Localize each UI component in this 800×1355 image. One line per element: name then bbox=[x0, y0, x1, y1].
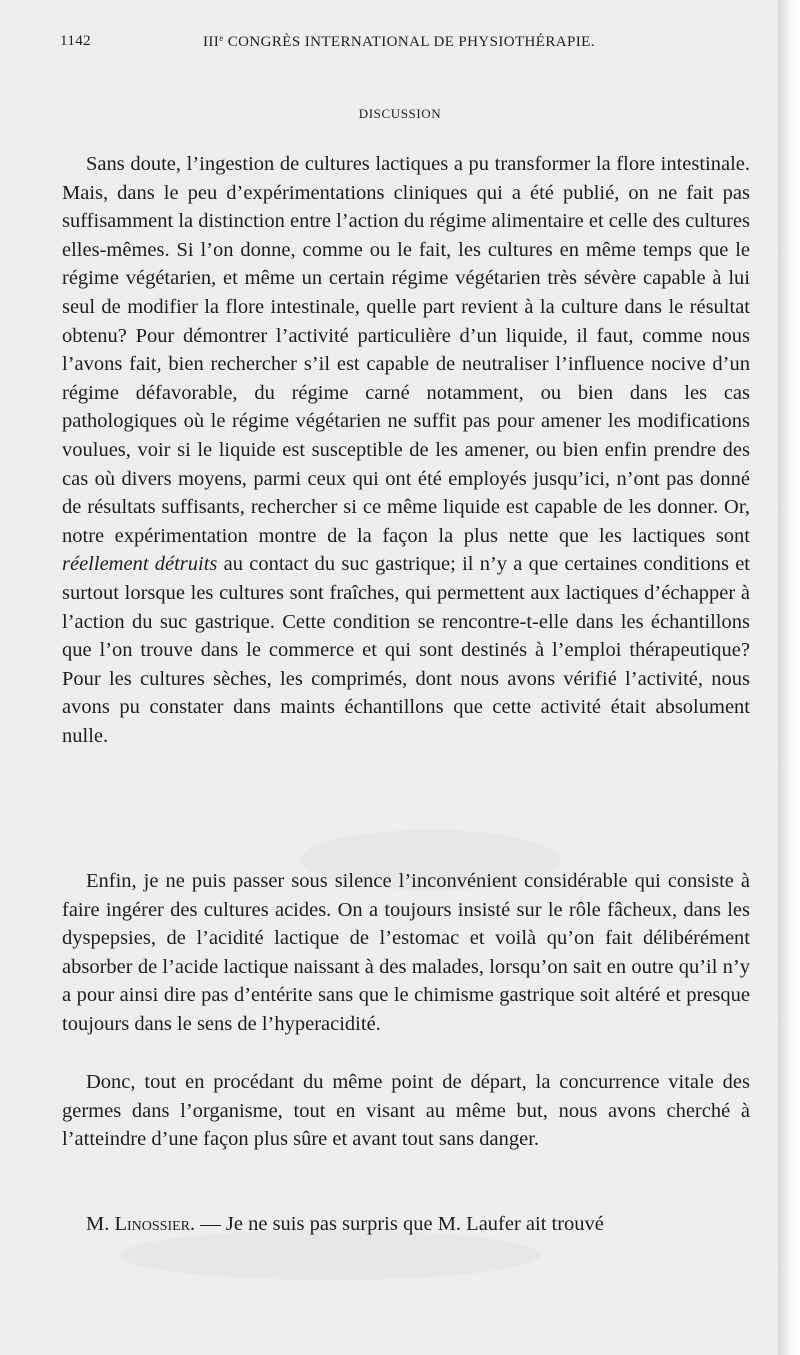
running-head bbox=[203, 33, 595, 51]
paragraph-3-text: Donc, tout en procédant du même point de départ, la concurrence vitale des germes dans l’organisme, tout en visant au même but, nous avons cherché à l’atteindre d’une façon plus sûre et avant tout sans danger. bbox=[62, 1071, 750, 1151]
page-number: 1142 bbox=[60, 33, 92, 49]
running-head-numeral: III bbox=[203, 34, 220, 50]
paragraph-1-emphasis: réellement détruits bbox=[62, 553, 218, 576]
running-head-title: CONGRÈS INTERNATIONAL DE PHYSIOTHÉRAPIE. bbox=[223, 34, 595, 50]
paragraph-2 bbox=[62, 867, 750, 1039]
paragraph-1-text-a: Sans doute, l’ingestion de cultures lactiques a pu transformer la flore intestinale. Mais, dans le peu d’expérimentations cliniques qui a été publié, on ne fait pas suffisamment la distinction entre l’action du régime alimentaire et celle des cultures elles-mêmes. Si l’on donne, comme ou le fait, les cultures en même temps que le régime végétarien, et même un certain régime végétarien très sévère capable à lui seul de modifier la flore intestinale, quelle part revient à la culture dans le résultat obtenu? Pour démontrer l’activité particulière d’un liquide, il faut, comme nous l’avons fait, bien rechercher s’il est capable de neutraliser l’influence nocive d’un régime défavorable, du régime carné notamment, ou bien dans les cas pathologiques où le régime végétarien ne suffit pas pour amener les modifications voulues, voir si le liquide est susceptible de les amener, ou bien enfin prendre des cas où divers moyens, parmi ceux qui ont été employés jusqu’ici, n’ont pas donné de résultats suffisants, rechercher si ce même liquide est capable de les donner. Or, notre expérimentation montre de la façon la plus nette que les lactiques sont bbox=[62, 153, 750, 547]
paragraph-3 bbox=[62, 1068, 750, 1154]
paragraph-4-text: — Je ne suis pas surpris que M. Laufer ait trouvé bbox=[195, 1213, 604, 1235]
running-head-superscript: e bbox=[219, 33, 224, 43]
speaker-name: M. Linossier. bbox=[86, 1213, 196, 1235]
paragraph-4 bbox=[62, 1210, 750, 1239]
page-edge bbox=[778, 0, 800, 1355]
paragraph-2-text: Enfin, je ne puis passer sous silence l’inconvénient considérable qui consiste à faire ingérer des cultures acides. On a toujours insisté sur le rôle fâcheux, dans les dyspepsies, de l’acidité lactique de l’estomac et voilà qu’on fait délibérément absorber de l’acide lactique naissant à des malades, lorsqu’on sait en outre qu’il n’y a pour ainsi dire pas d’entérite sans que le chimisme gastrique soit altéré et presque toujours dans le sens de l’hyperacidité. bbox=[62, 870, 750, 1035]
page-header bbox=[60, 33, 750, 55]
paragraph-1-text-b: au contact du suc gastrique; il n’y a que certaines conditions et surtout lorsque les cultures sont fraîches, qui permettent aux lactiques d’échapper à l’action du suc gastrique. Cette condition se rencontre-t-elle dans les échantillons que l’on trouve dans le commerce et qui sont destinés à l’emploi thérapeutique? Pour les cultures sèches, les comprimés, dont nous avons vérifié l’activité, nous avons pu constater dans maints échantillons que cette activité était absolument nulle. bbox=[62, 553, 751, 747]
paragraph-1 bbox=[62, 150, 750, 750]
section-heading: DISCUSSION bbox=[358, 106, 442, 121]
